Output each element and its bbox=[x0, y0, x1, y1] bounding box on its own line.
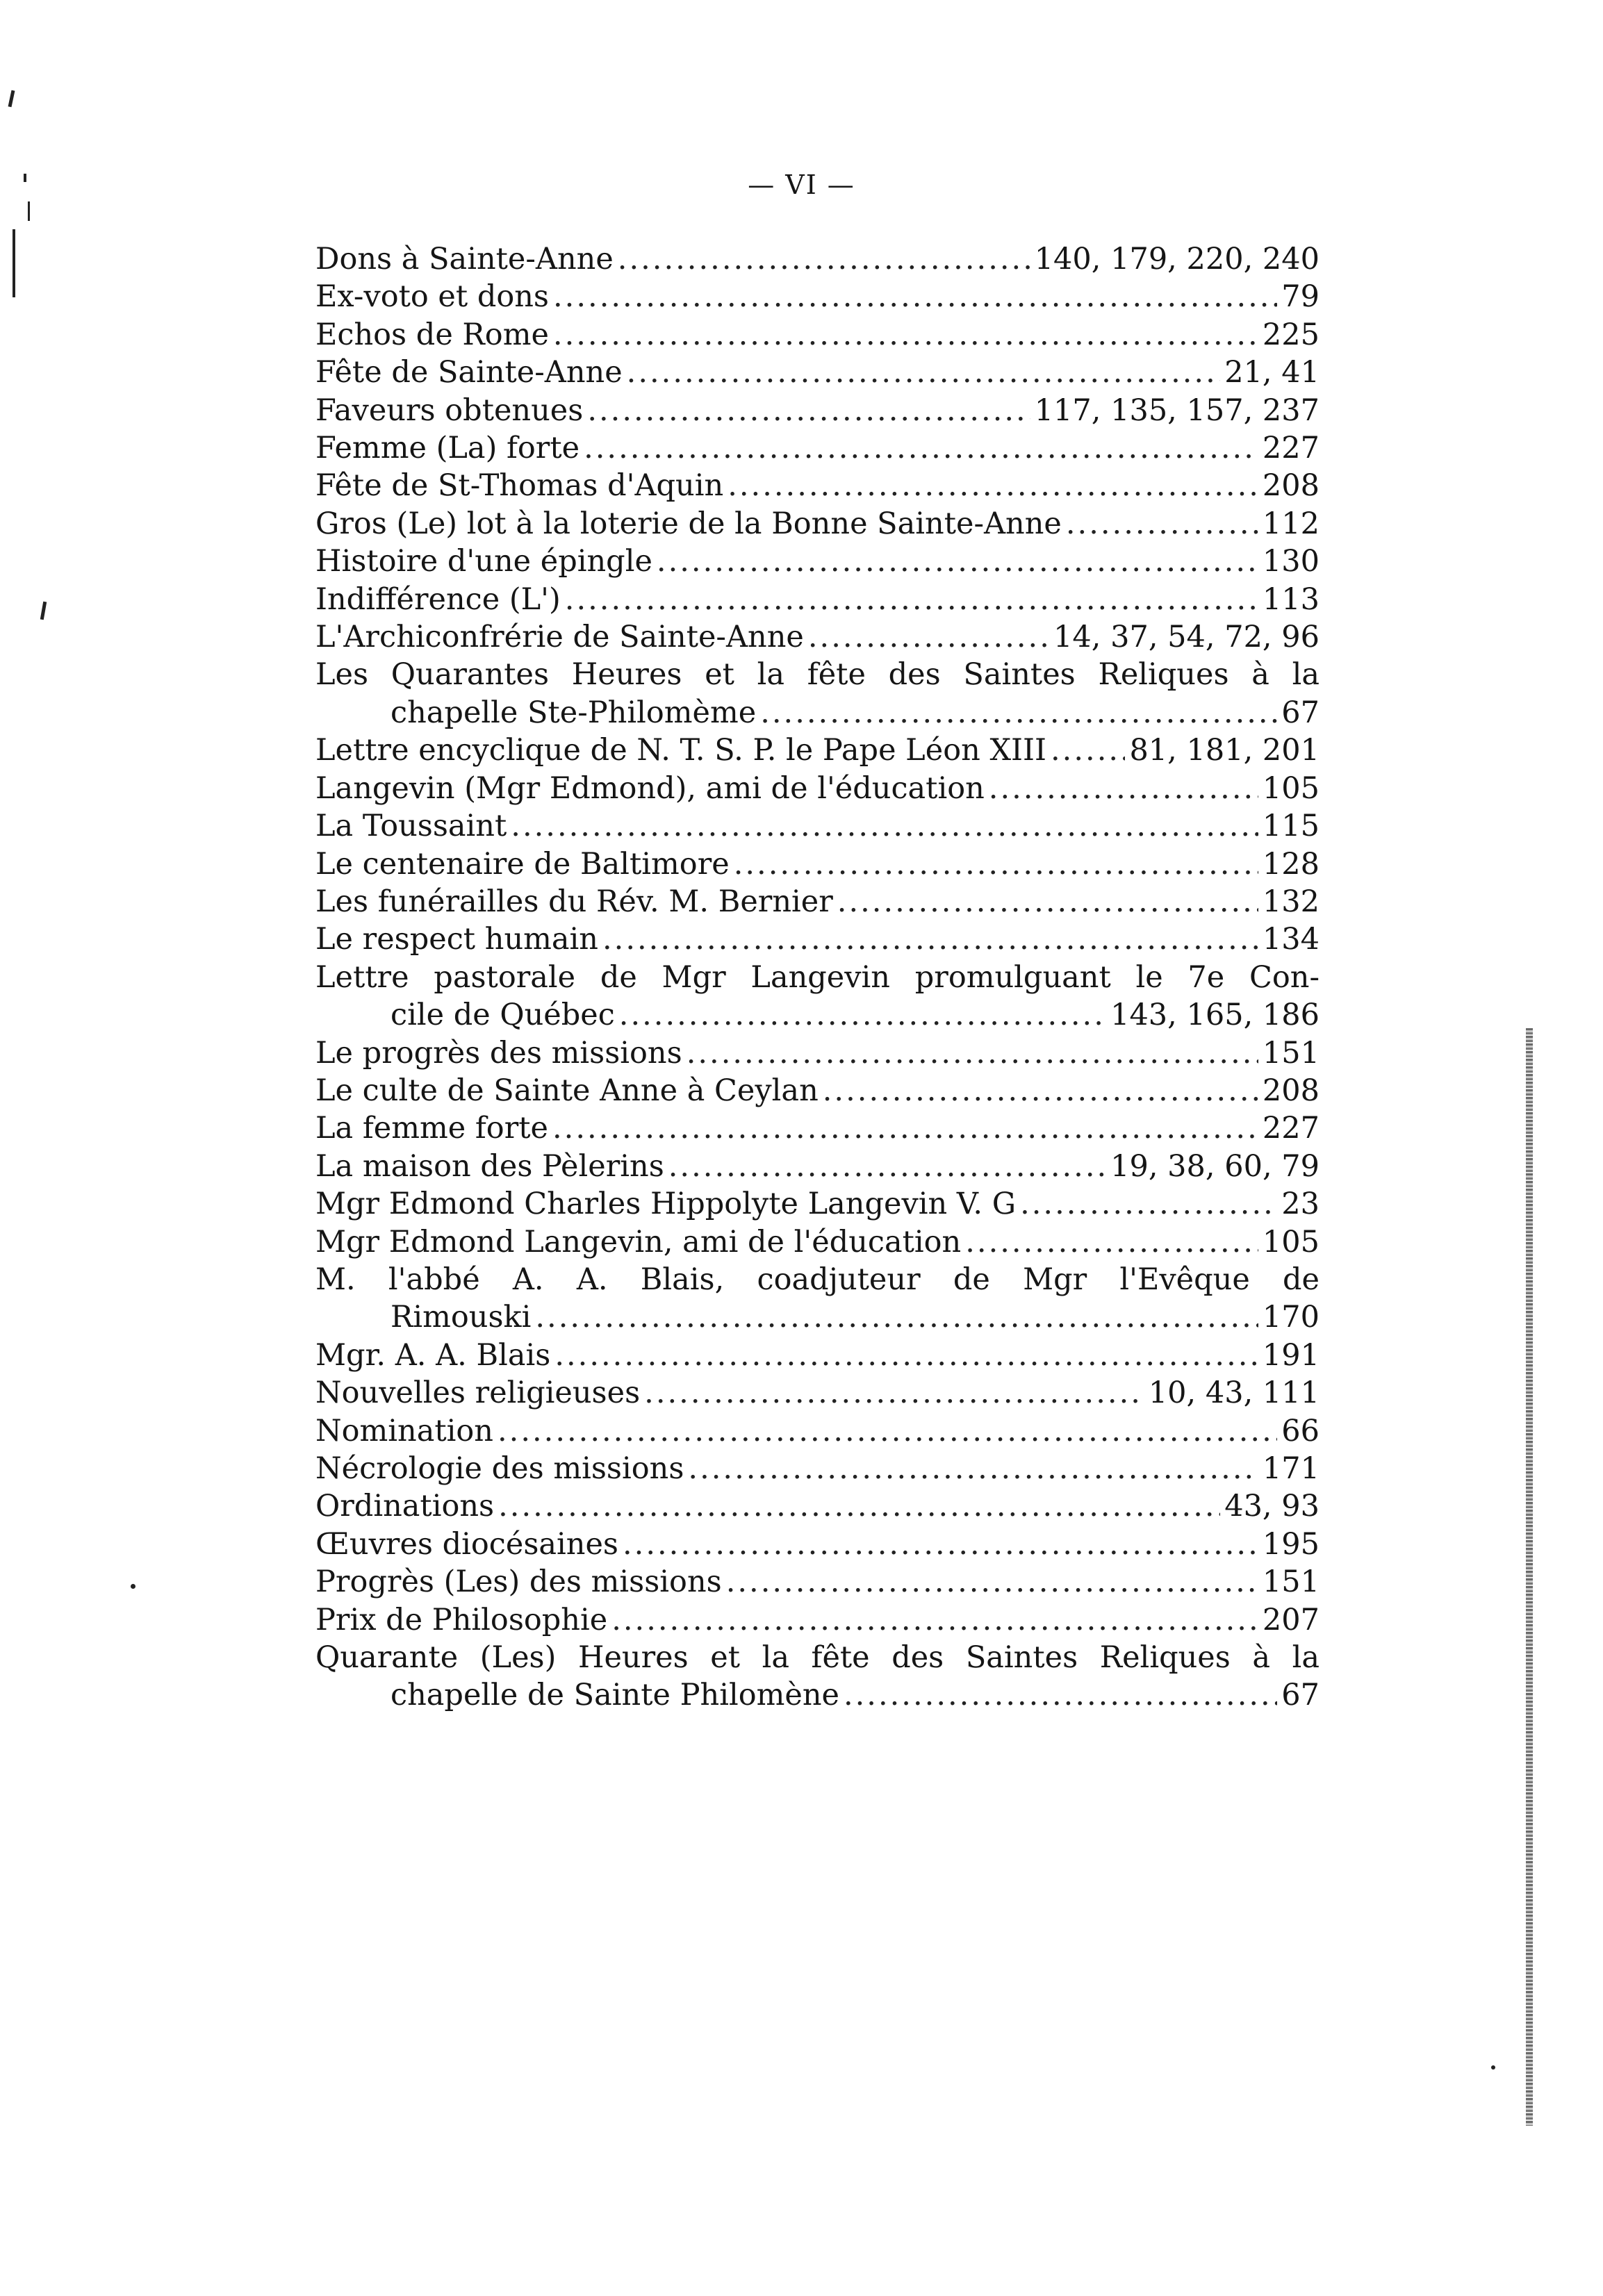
toc-entry-line bbox=[315, 1450, 1320, 1487]
toc-entry-line bbox=[315, 278, 1320, 315]
toc-entry-pages: 112 bbox=[1262, 506, 1320, 541]
toc-entry-line bbox=[315, 467, 1320, 504]
toc-entry-line bbox=[315, 1601, 1320, 1639]
toc-entry-pages: 79 bbox=[1281, 279, 1320, 315]
toc-entry bbox=[315, 883, 1320, 920]
toc-entry bbox=[315, 1526, 1320, 1563]
toc-entry-title: Ordinations bbox=[315, 1489, 495, 1524]
toc-entry-title: Echos de Rome bbox=[315, 317, 549, 352]
toc-entry-pages: 113 bbox=[1262, 581, 1320, 617]
toc-entry-pages: 21, 41 bbox=[1224, 355, 1320, 390]
dot-leader bbox=[687, 1034, 1258, 1072]
dot-leader bbox=[618, 240, 1030, 278]
toc-entry-line bbox=[315, 240, 1320, 278]
dot-leader bbox=[668, 1148, 1106, 1185]
toc-entry-pages: 128 bbox=[1262, 846, 1320, 882]
toc-entry-pages: 130 bbox=[1262, 544, 1320, 579]
toc-entry-pages: 195 bbox=[1262, 1526, 1320, 1562]
dot-leader bbox=[727, 467, 1258, 504]
toc-entry-pages: 105 bbox=[1262, 1224, 1320, 1260]
toc-entry-pages: 208 bbox=[1262, 1073, 1320, 1108]
toc-entry-title: chapelle Ste-Philomème bbox=[391, 695, 757, 730]
toc-entry-title: Rimouski bbox=[391, 1300, 532, 1335]
toc-entry-line bbox=[315, 807, 1320, 845]
scan-speck bbox=[13, 229, 15, 297]
scan-speck bbox=[8, 90, 15, 108]
toc-entry-line bbox=[315, 581, 1320, 618]
toc-entry-title: L'Archiconfrérie de Sainte-Anne bbox=[315, 620, 804, 655]
toc-entry-title: La Toussaint bbox=[315, 809, 507, 844]
dot-leader bbox=[498, 1487, 1220, 1525]
toc-entry-title: chapelle de Sainte Philomène bbox=[391, 1678, 839, 1713]
scan-speck bbox=[40, 602, 47, 620]
toc-entry-line bbox=[315, 694, 1320, 732]
toc-entry-pages: 81, 181, 201 bbox=[1129, 733, 1320, 768]
toc-entry-line bbox=[315, 1412, 1320, 1450]
toc-entry bbox=[315, 316, 1320, 354]
toc-entry-line bbox=[315, 429, 1320, 467]
toc-entry bbox=[315, 732, 1320, 769]
toc-entry bbox=[315, 1412, 1320, 1450]
dot-leader bbox=[844, 1676, 1277, 1714]
toc-entry-pages: 43, 93 bbox=[1224, 1489, 1320, 1524]
toc-entry-pages: 170 bbox=[1262, 1300, 1320, 1335]
toc-entry-pages: 10, 43, 111 bbox=[1148, 1376, 1320, 1411]
toc-entry-title: Femme (La) forte bbox=[315, 431, 580, 466]
toc-entry-line bbox=[315, 1676, 1320, 1714]
table-of-contents bbox=[315, 240, 1320, 1715]
toc-entry-pages: 171 bbox=[1262, 1451, 1320, 1486]
dot-leader bbox=[657, 543, 1258, 580]
toc-entry-pages: 67 bbox=[1281, 695, 1320, 730]
dot-leader bbox=[511, 807, 1258, 845]
toc-entry-line bbox=[315, 770, 1320, 807]
toc-entry-pages: 143, 165, 186 bbox=[1110, 998, 1320, 1033]
toc-entry-pages: 140, 179, 220, 240 bbox=[1034, 242, 1320, 276]
dot-leader bbox=[535, 1298, 1258, 1336]
toc-entry-line bbox=[315, 505, 1320, 543]
toc-entry-title: Nomination bbox=[315, 1413, 493, 1448]
toc-entry bbox=[315, 392, 1320, 429]
toc-entry-pages: 225 bbox=[1262, 317, 1320, 352]
dot-leader bbox=[552, 1109, 1258, 1147]
toc-entry-line bbox=[315, 1148, 1320, 1185]
toc-entry bbox=[315, 1450, 1320, 1487]
dot-leader bbox=[498, 1412, 1277, 1450]
dot-leader bbox=[837, 883, 1258, 920]
toc-entry bbox=[315, 1601, 1320, 1639]
scan-speck bbox=[1491, 2065, 1495, 2070]
toc-entry-pages: 151 bbox=[1262, 1035, 1320, 1071]
toc-entry-title: Prix de Philosophie bbox=[315, 1602, 608, 1637]
dot-leader bbox=[611, 1601, 1258, 1639]
toc-entry bbox=[315, 1223, 1320, 1261]
toc-entry-pages: 132 bbox=[1262, 884, 1320, 919]
toc-entry-first-line: Lettre pastorale de Mgr Langevin promulguant le 7e Con- bbox=[315, 959, 1320, 995]
scan-edge-artifact bbox=[1526, 1028, 1533, 2126]
toc-entry-line bbox=[315, 543, 1320, 580]
toc-entry-pages: 105 bbox=[1262, 770, 1320, 806]
dot-leader bbox=[619, 996, 1106, 1034]
toc-entry-title: Histoire d'une épingle bbox=[315, 544, 652, 579]
toc-entry-pages: 191 bbox=[1262, 1337, 1320, 1373]
toc-entry bbox=[315, 1639, 1320, 1715]
toc-entry-title: Fête de Sainte-Anne bbox=[315, 355, 623, 390]
toc-entry-line bbox=[315, 920, 1320, 958]
toc-entry bbox=[315, 354, 1320, 391]
toc-entry-title: Dons à Sainte-Anne bbox=[315, 242, 614, 276]
toc-entry-title: cile de Québec bbox=[391, 998, 615, 1033]
toc-entry-pages: 227 bbox=[1262, 1111, 1320, 1146]
dot-leader bbox=[989, 770, 1258, 807]
toc-entry-title: Le culte de Sainte Anne à Ceylan bbox=[315, 1073, 819, 1108]
dot-leader bbox=[808, 618, 1049, 656]
toc-entry-line bbox=[315, 1337, 1320, 1374]
toc-entry bbox=[315, 1072, 1320, 1109]
toc-entry bbox=[315, 1261, 1320, 1337]
toc-entry-pages: 23 bbox=[1281, 1187, 1320, 1222]
toc-entry-title: Ex-voto et dons bbox=[315, 279, 550, 315]
dot-leader bbox=[584, 429, 1258, 467]
toc-entry bbox=[315, 1374, 1320, 1412]
toc-entry bbox=[315, 1487, 1320, 1525]
toc-entry-first-line: Les Quarantes Heures et la fête des Saintes Reliques à la bbox=[315, 657, 1320, 693]
toc-entry-pages: 115 bbox=[1262, 809, 1320, 844]
toc-entry-pages: 227 bbox=[1262, 431, 1320, 466]
toc-entry bbox=[315, 1563, 1320, 1601]
toc-entry-title: Faveurs obtenues bbox=[315, 393, 584, 428]
toc-entry-line bbox=[315, 883, 1320, 920]
toc-entry-title: Le respect humain bbox=[315, 922, 598, 957]
toc-entry-pages: 207 bbox=[1262, 1602, 1320, 1637]
dot-leader bbox=[734, 845, 1258, 883]
toc-entry-first-line: M. l'abbé A. A. Blais, coadjuteur de Mgr l'Evêque de bbox=[315, 1262, 1320, 1297]
toc-entry bbox=[315, 240, 1320, 278]
toc-entry-line bbox=[315, 1526, 1320, 1563]
toc-entry bbox=[315, 429, 1320, 467]
toc-entry bbox=[315, 807, 1320, 845]
toc-entry-title: Nécrologie des missions bbox=[315, 1451, 684, 1486]
toc-entry-line bbox=[315, 732, 1320, 769]
page-number-header: — VI — bbox=[748, 170, 855, 200]
dot-leader bbox=[823, 1072, 1258, 1109]
toc-entry-title: Fête de St-Thomas d'Aquin bbox=[315, 468, 724, 504]
dot-leader bbox=[627, 354, 1221, 391]
toc-entry-line bbox=[315, 316, 1320, 354]
toc-entry-line bbox=[315, 1298, 1320, 1336]
toc-entry-line bbox=[315, 996, 1320, 1034]
scan-speck bbox=[24, 174, 26, 182]
toc-entry-first-line: Quarante (Les) Heures et la fête des Saintes Reliques à la bbox=[315, 1640, 1320, 1676]
toc-entry-line bbox=[315, 392, 1320, 429]
toc-entry-pages: 117, 135, 157, 237 bbox=[1034, 393, 1320, 428]
toc-entry-pages: 151 bbox=[1262, 1564, 1320, 1600]
toc-entry-line bbox=[315, 1487, 1320, 1525]
toc-entry-line bbox=[315, 1223, 1320, 1261]
toc-entry bbox=[315, 1148, 1320, 1185]
toc-entry bbox=[315, 1034, 1320, 1072]
toc-entry-title: La maison des Pèlerins bbox=[315, 1148, 664, 1184]
scan-speck bbox=[131, 1584, 135, 1589]
toc-entry-title: Œuvres diocésaines bbox=[315, 1526, 618, 1562]
toc-entry-title: Mgr Edmond Charles Hippolyte Langevin V. G bbox=[315, 1187, 1017, 1222]
toc-entry bbox=[315, 1109, 1320, 1147]
toc-entry-line bbox=[315, 354, 1320, 391]
toc-entry-line bbox=[315, 1072, 1320, 1109]
toc-entry bbox=[315, 1185, 1320, 1223]
toc-entry bbox=[315, 278, 1320, 315]
toc-entry-title: Le centenaire de Baltimore bbox=[315, 846, 730, 882]
dot-leader bbox=[760, 694, 1277, 732]
toc-entry-title: Lettre encyclique de N. T. S. P. le Pape Léon XIII bbox=[315, 733, 1047, 768]
dot-leader bbox=[965, 1223, 1258, 1261]
toc-entry-title: Langevin (Mgr Edmond), ami de l'éducation bbox=[315, 770, 985, 806]
toc-entry bbox=[315, 505, 1320, 543]
toc-entry bbox=[315, 581, 1320, 618]
toc-entry-title: Les funérailles du Rév. M. Bernier bbox=[315, 884, 833, 919]
dot-leader bbox=[1020, 1185, 1277, 1223]
toc-entry-pages: 19, 38, 60, 79 bbox=[1110, 1148, 1320, 1184]
toc-entry-line bbox=[315, 845, 1320, 883]
toc-entry-title: Nouvelles religieuses bbox=[315, 1376, 641, 1411]
dot-leader bbox=[644, 1374, 1144, 1412]
toc-entry bbox=[315, 656, 1320, 732]
dot-leader bbox=[1051, 732, 1125, 769]
toc-entry bbox=[315, 467, 1320, 504]
toc-entry-title: Gros (Le) lot à la loterie de la Bonne Sainte-Anne bbox=[315, 506, 1062, 541]
toc-entry-pages: 134 bbox=[1262, 922, 1320, 957]
toc-entry bbox=[315, 845, 1320, 883]
toc-entry-pages: 14, 37, 54, 72, 96 bbox=[1053, 620, 1320, 655]
toc-entry-title: La femme forte bbox=[315, 1111, 548, 1146]
dot-leader bbox=[1066, 505, 1258, 543]
toc-entry-title: Progrès (Les) des missions bbox=[315, 1564, 722, 1600]
toc-entry-line bbox=[315, 1109, 1320, 1147]
toc-entry bbox=[315, 543, 1320, 580]
dot-leader bbox=[726, 1563, 1258, 1601]
toc-entry bbox=[315, 959, 1320, 1034]
toc-entry-line bbox=[315, 1563, 1320, 1601]
dot-leader bbox=[565, 581, 1258, 618]
scan-speck bbox=[28, 201, 30, 221]
toc-entry bbox=[315, 770, 1320, 807]
toc-entry-line bbox=[315, 1185, 1320, 1223]
dot-leader bbox=[554, 1337, 1258, 1374]
dot-leader bbox=[553, 278, 1277, 315]
toc-entry bbox=[315, 920, 1320, 958]
toc-entry bbox=[315, 1337, 1320, 1374]
toc-entry-line bbox=[315, 1374, 1320, 1412]
toc-entry bbox=[315, 618, 1320, 656]
dot-leader bbox=[623, 1526, 1258, 1563]
dot-leader bbox=[553, 316, 1258, 354]
dot-leader bbox=[688, 1450, 1258, 1487]
toc-entry-title: Mgr. A. A. Blais bbox=[315, 1337, 551, 1373]
dot-leader bbox=[587, 392, 1030, 429]
toc-entry-pages: 66 bbox=[1281, 1413, 1320, 1448]
toc-entry-line bbox=[315, 1034, 1320, 1072]
toc-entry-title: Le progrès des missions bbox=[315, 1035, 682, 1071]
dot-leader bbox=[602, 920, 1258, 958]
toc-entry-pages: 67 bbox=[1281, 1678, 1320, 1713]
toc-entry-line bbox=[315, 618, 1320, 656]
toc-entry-title: Mgr Edmond Langevin, ami de l'éducation bbox=[315, 1224, 962, 1260]
toc-entry-title: Indifférence (L') bbox=[315, 581, 561, 617]
toc-entry-pages: 208 bbox=[1262, 468, 1320, 504]
